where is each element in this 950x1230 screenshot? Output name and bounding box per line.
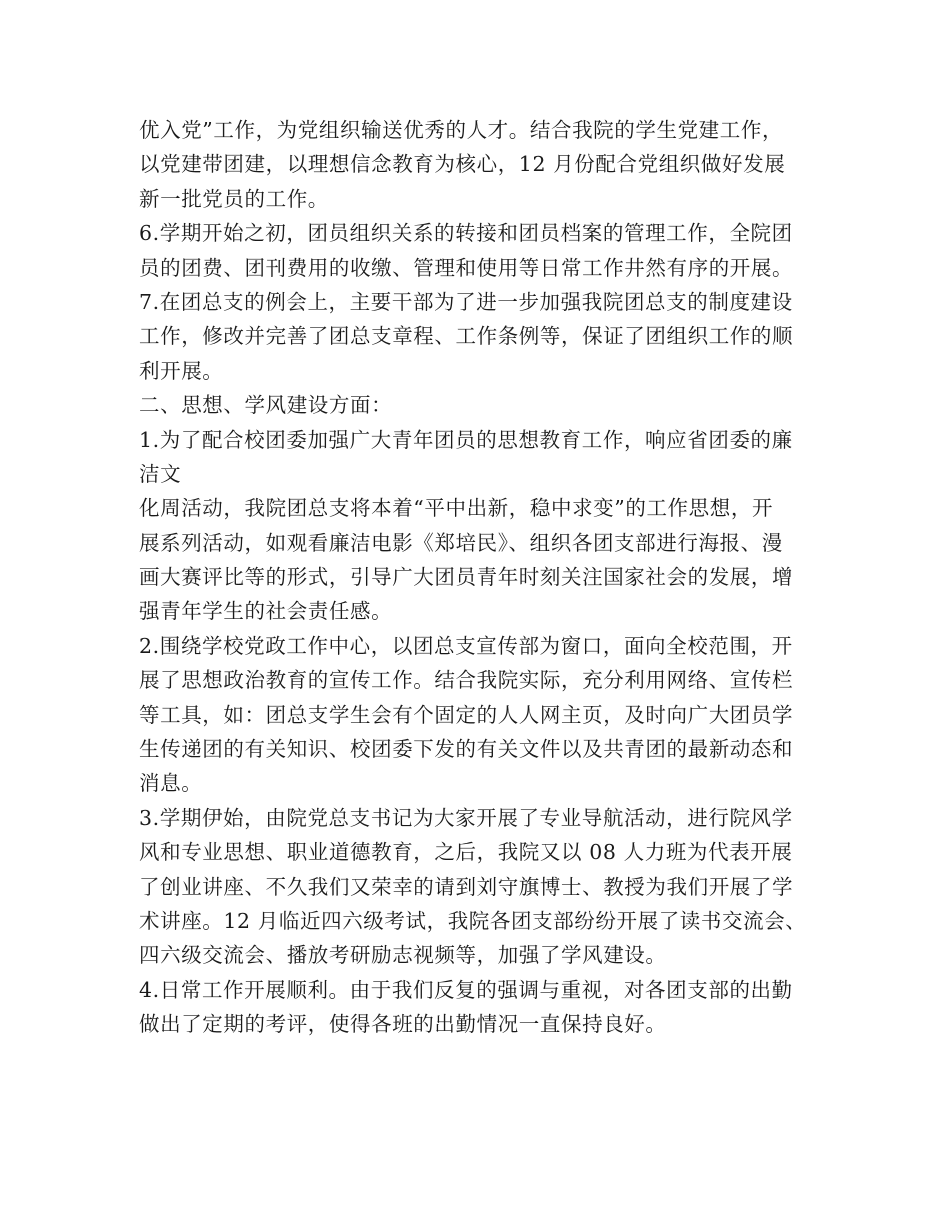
text-line: 化周活动，我院团总支将本着“平中出新，稳中求变”的工作思想，开 — [139, 496, 774, 521]
text-line: 展系列活动，如观看廉洁电影《郑培民》、组织各团支部进行海报、漫 — [139, 530, 783, 555]
text-line: 生传递团的有关知识、校团委下发的有关文件以及共青团的最新动态和 — [139, 737, 794, 762]
text-line: 新一批党员的工作。 — [139, 186, 329, 211]
text-line: 1.为了配合校团委加强广大青年团员的思想教育工作，响应省团委的廉 — [139, 427, 793, 452]
text-line: 6.学期开始之初，团员组织关系的转接和团员档案的管理工作，全院团 — [139, 221, 793, 246]
text-line: 术讲座。12 月临近四六级考试，我院各团支部纷纷开展了读书交流会、 — [139, 908, 807, 933]
text-line: 3.学期伊始，由院党总支书记为大家开展了专业导航活动，进行院风学 — [139, 805, 793, 830]
text-line: 2.围绕学校党政工作中心，以团总支宣传部为窗口，面向全校范围，开 — [139, 633, 793, 658]
text-line: 以党建带团建，以理想信念教育为核心，12 月份配合党组织做好发展 — [139, 152, 786, 177]
text-line: 员的团费、团刊费用的收缴、管理和使用等日常工作井然有序的开展。 — [139, 255, 794, 280]
text-line: 展了思想政治教育的宣传工作。结合我院实际，充分利用网络、宣传栏 — [139, 668, 794, 693]
text-line: 风和专业思想、职业道德教育，之后，我院又以 08 人力班为代表开展 — [139, 840, 793, 865]
text-line: 了创业讲座、不久我们又荣幸的请到刘守旗博士、教授为我们开展了学 — [139, 874, 794, 899]
text-line: 消息。 — [139, 771, 203, 796]
text-line: 优入党”工作，为党组织输送优秀的人才。结合我院的学生党建工作， — [139, 118, 784, 142]
text-line: 四六级交流会、播放考研励志视频等，加强了学风建设。 — [139, 943, 667, 968]
text-line: 4.日常工作开展顺利。由于我们反复的强调与重视，对各团支部的出勤 — [139, 977, 793, 1002]
section-heading: 二、思想、学风建设方面： — [139, 393, 393, 418]
text-line: 画大赛评比等的形式，引导广大团员青年时刻关注国家社会的发展，增 — [139, 565, 794, 590]
text-line: 做出了定期的考评，使得各班的出勤情况一直保持良好。 — [139, 1012, 667, 1037]
text-line: 7.在团总支的例会上，主要干部为了进一步加强我院团总支的制度建设 — [139, 289, 793, 314]
text-line: 工作，修改并完善了团总支章程、工作条例等，保证了团组织工作的顺 — [139, 324, 794, 349]
text-line: 等工具，如：团总支学生会有个固定的人人网主页，及时向广大团员学 — [139, 702, 794, 727]
text-line: 利开展。 — [139, 358, 224, 383]
document-body — [139, 113, 839, 1042]
text-line: 洁文 — [139, 461, 182, 486]
text-line: 强青年学生的社会责任感。 — [139, 599, 393, 624]
